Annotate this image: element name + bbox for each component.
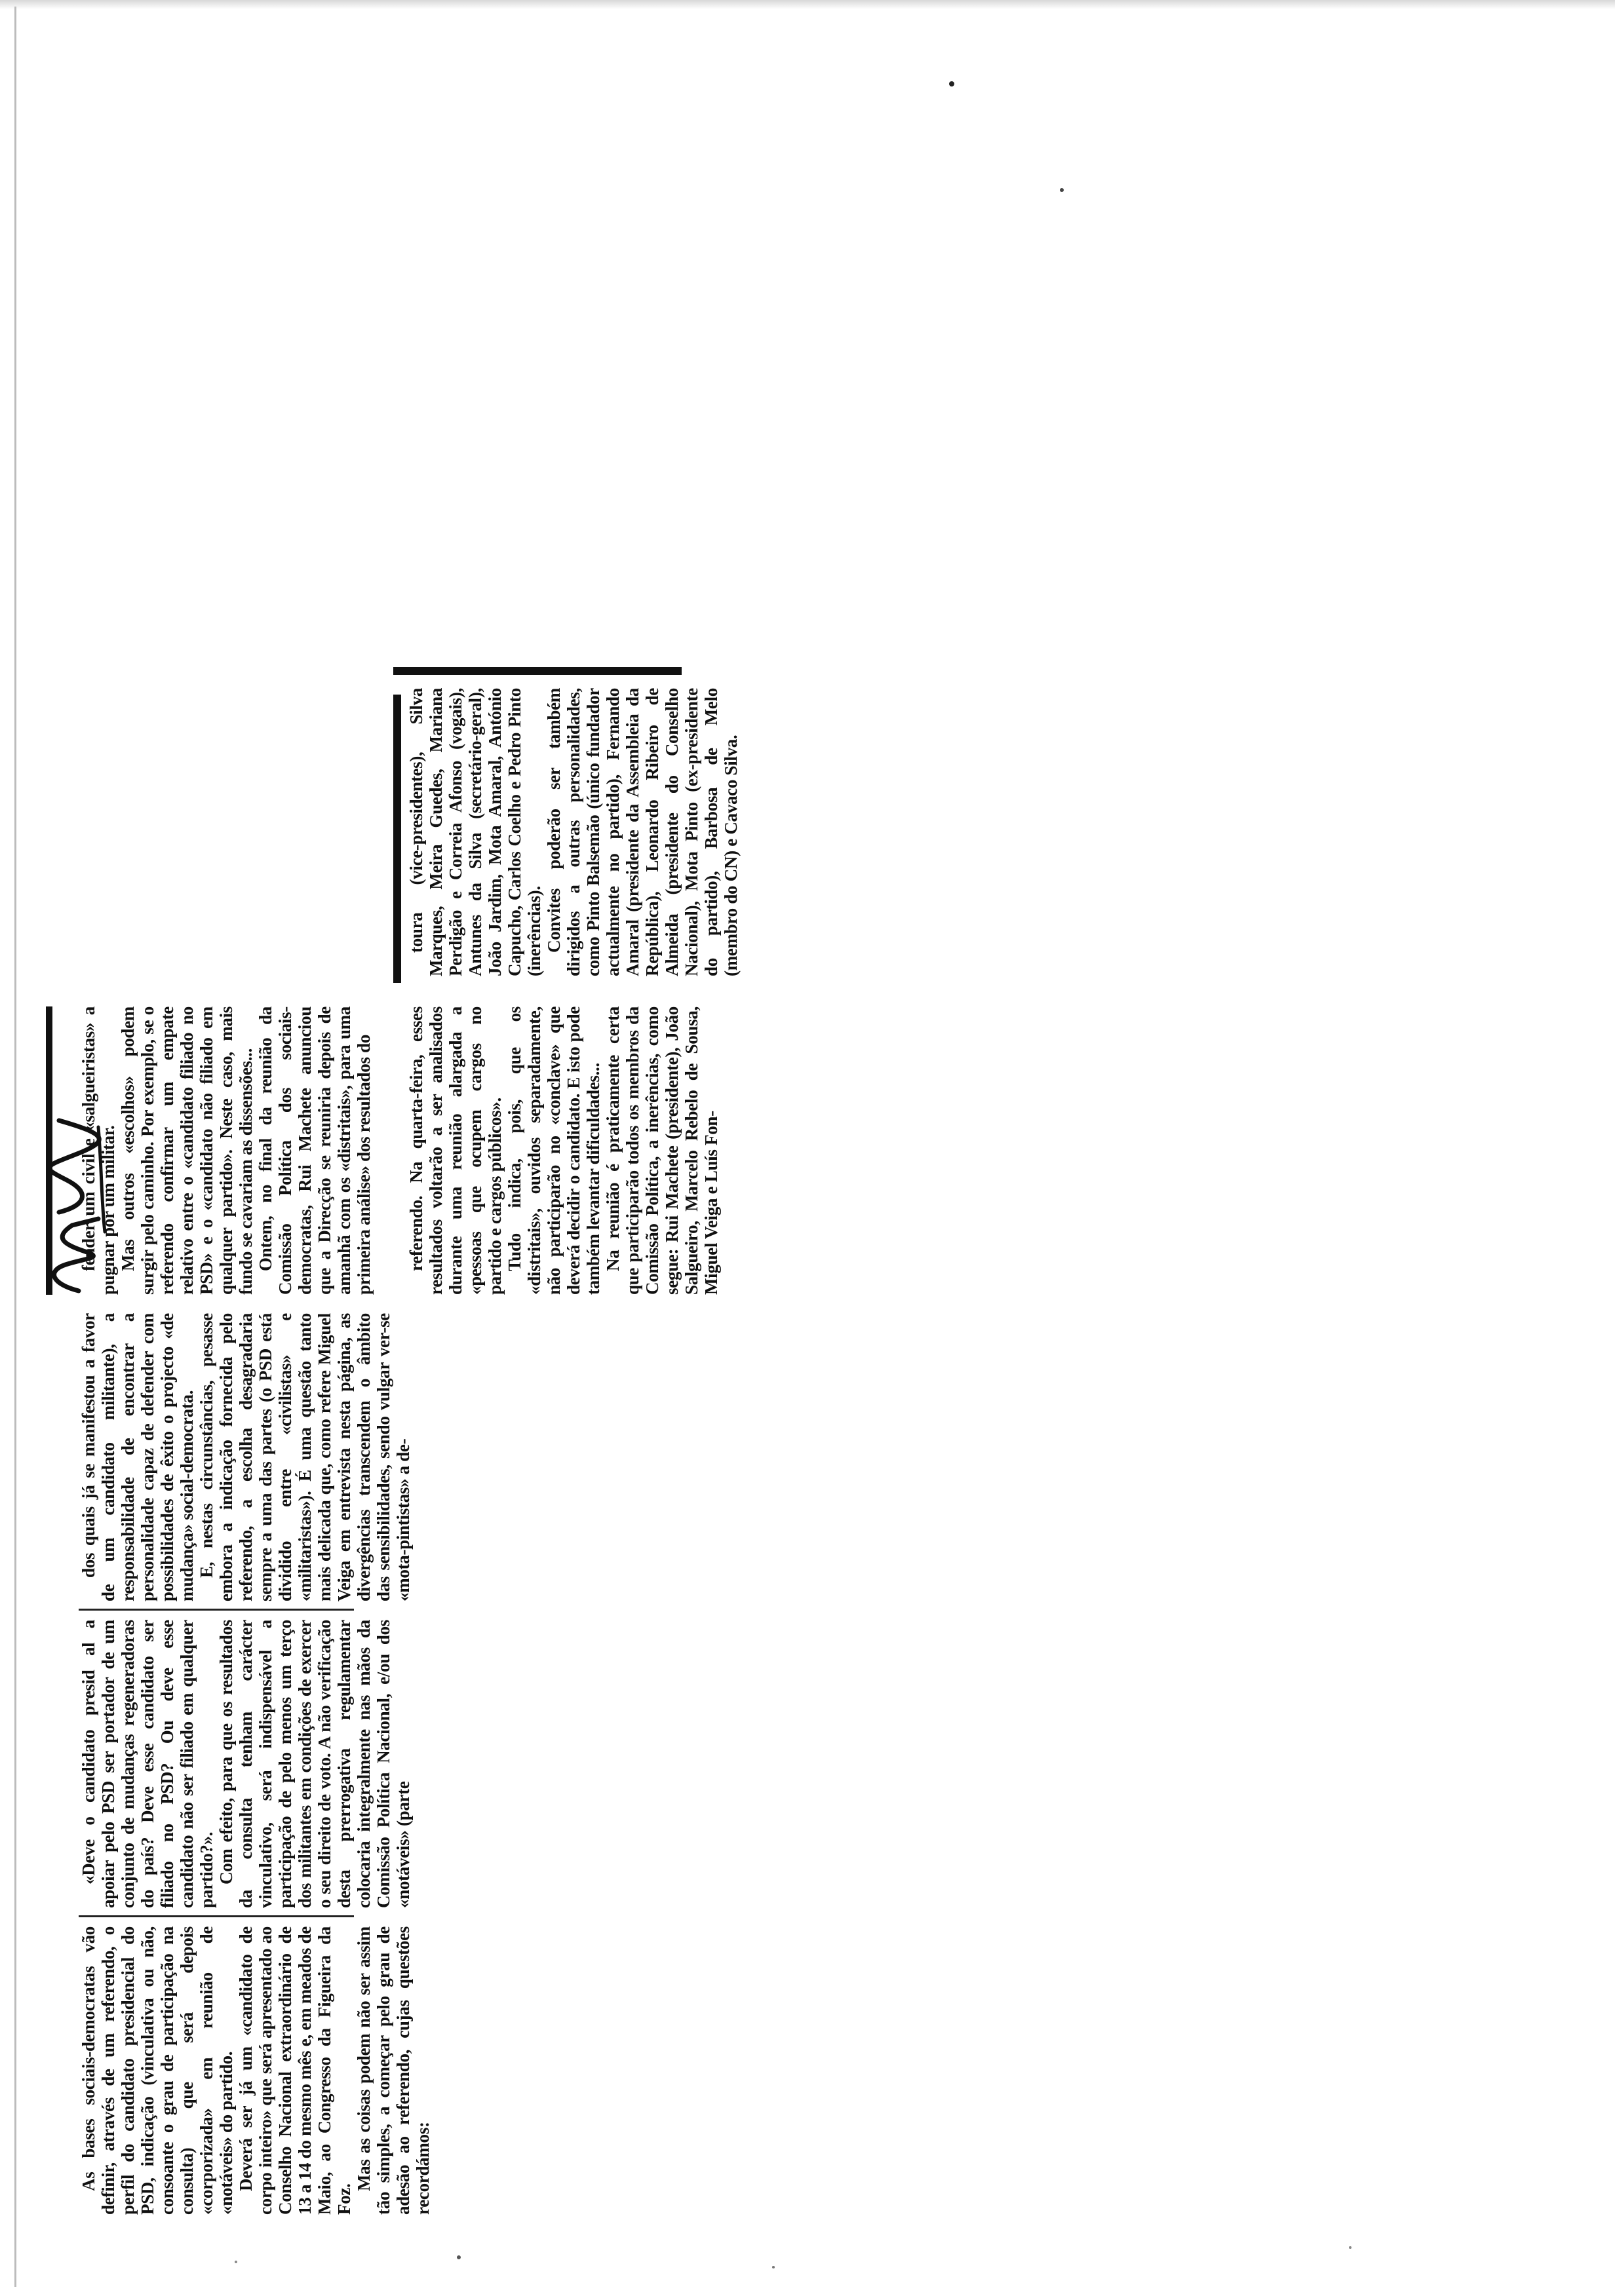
col1-para-1: As bases sociais-democratas vão definir, através de um referendo, o perfil do candidato presidencial do PSD, indicação (vinculativa ou não, consoante o grau de participação na consulta) que será depois «corporizada» em reunião de «notáveis» do partido. bbox=[79, 1926, 236, 2215]
column-bar-4 bbox=[46, 1006, 52, 1295]
col1-para-3: Mas as coisas podem não ser assim tão simples, a começar pelo grau de adesão ao referendo, cujas questões recordámos: bbox=[354, 1926, 433, 2215]
col3-para-1: dos quais já se manifestou a favor de um candidato militante), a responsabilidade de encontrar a personalidade capaz de defender com possibilidades de êxito o projecto «de mudança» social-democrata. bbox=[79, 1313, 197, 1601]
column-rule-2 bbox=[79, 1609, 354, 1611]
column-bar-5 bbox=[393, 695, 401, 983]
article-column-1 bbox=[79, 1926, 433, 2215]
col3-para-2: E, nestas circunstâncias, pesasse embora a indicação fornecida pelo referendo, a escolha desagradaria sempre a uma das partes (o PSD está dividido entre «civilistas» e «militaristas»). É uma questão tanto mais delicada que, como refere Miguel Veiga em entrevista nesta página, as divergências transcendem o âmbito das sensibilidades, sendo vulgar ver-se «mota-pintistas» a de- bbox=[197, 1313, 413, 1601]
col5-para-3: Na reunião é praticamente certa que participarão todos os membros da Comissão Política, a inerências, como segue: Rui Machete (presidente), João Salgueiro, Marcelo Rebelo de Sousa, Miguel Veiga e Luís Fon- bbox=[603, 1006, 721, 1295]
col5-para-2: Tudo indica, pois, que os «distritais», ouvidos separadamente, não participarão no «conclave» que deverá decidir o candidato. E isto pode também levantar dificuldades... bbox=[505, 1006, 603, 1295]
col6-para-1: toura (vice-presidentes), Silva Marques, Meira Guedes, Mariana Perdigão e Correia Afonso (vogais), Antunes da Silva (secretário-geral), João Jardim, Mota Amaral, António Capucho, Carlos Coelho e Pedro Pinto (inerências). bbox=[406, 688, 544, 976]
col5-para-1: referendo. Na quarta-feira, esses resultados voltarão a ser analisados durante uma reunião alargada a «pessoas que ocupem cargos no partido e cargos públicos». bbox=[406, 1006, 505, 1295]
col2-para-2: Com efeito, para que os resultados da consulta tenham carácter vinculativo, será indispensável a participação de pelo menos um terço dos militantes em condições de exercer o seu direito de voto. A não verificação desta prerrogativa regulamentar colocaria integralmente nas mãos da Comissão Política Nacional, e/ou dos «notáveis» (parte bbox=[216, 1620, 413, 1908]
col4-para-3: Ontem, no final da reunião da Comissão Política dos sociais-democratas, Rui Machete anunciou que a Direcção se reuniria depois de amanhã com os «distritais», para uma primeira análise» dos resultados do bbox=[256, 1006, 374, 1295]
col2-para-1: «Deve o candidato presid al a apoiar pelo PSD ser portador de um conjunto de mudanças regeneradoras do país? Deve esse candidato ser filiado no PSD? Ou deve esse candidato não ser filiado em qualquer partido?». bbox=[79, 1620, 216, 1908]
col6-para-2: Convites poderão ser também dirigidos a outras personalidades, como Pinto Balsemão (único fundador actualmente no partido), Fernando Amaral (presidente da Assembleia da República), Leonardo Ribeiro de Almeida (presidente do Conselho Nacional), Mota Pinto (ex-presidente do partido), Barbosa de Melo (membro do CN) e Cavaco Silva. bbox=[544, 688, 741, 976]
col4-para-1: fender um civil e «salgueiristas» a pugnar por um militar. bbox=[79, 1006, 118, 1295]
clipping-rotated-content bbox=[39, 301, 1285, 2241]
column-bar-6 bbox=[393, 667, 682, 675]
newspaper-clipping bbox=[39, 301, 1285, 2241]
article-column-4 bbox=[79, 1006, 374, 1295]
article-column-6 bbox=[406, 688, 741, 976]
article-column-5 bbox=[406, 1006, 721, 1295]
col4-para-2: Mas outros «escolhos» podem surgir pelo caminho. Por exemplo, se o referendo confirmar um empate relativo entre o «candidato filiado no PSD» e o «candidato não filiado em qualquer partido». Neste caso, mais fundo se cavariam as dissensões... bbox=[118, 1006, 256, 1295]
column-rule-1 bbox=[79, 1915, 354, 1917]
article-column-2 bbox=[79, 1620, 413, 1908]
col1-para-2: Deverá ser já um «candidato de corpo inteiro» que será apresentado ao Conselho Nacional extraordinário de 13 a 14 do mesmo mês e, em meados de Maio, ao Congresso da Figueira da Foz. bbox=[236, 1926, 354, 2215]
article-column-3 bbox=[79, 1313, 413, 1601]
